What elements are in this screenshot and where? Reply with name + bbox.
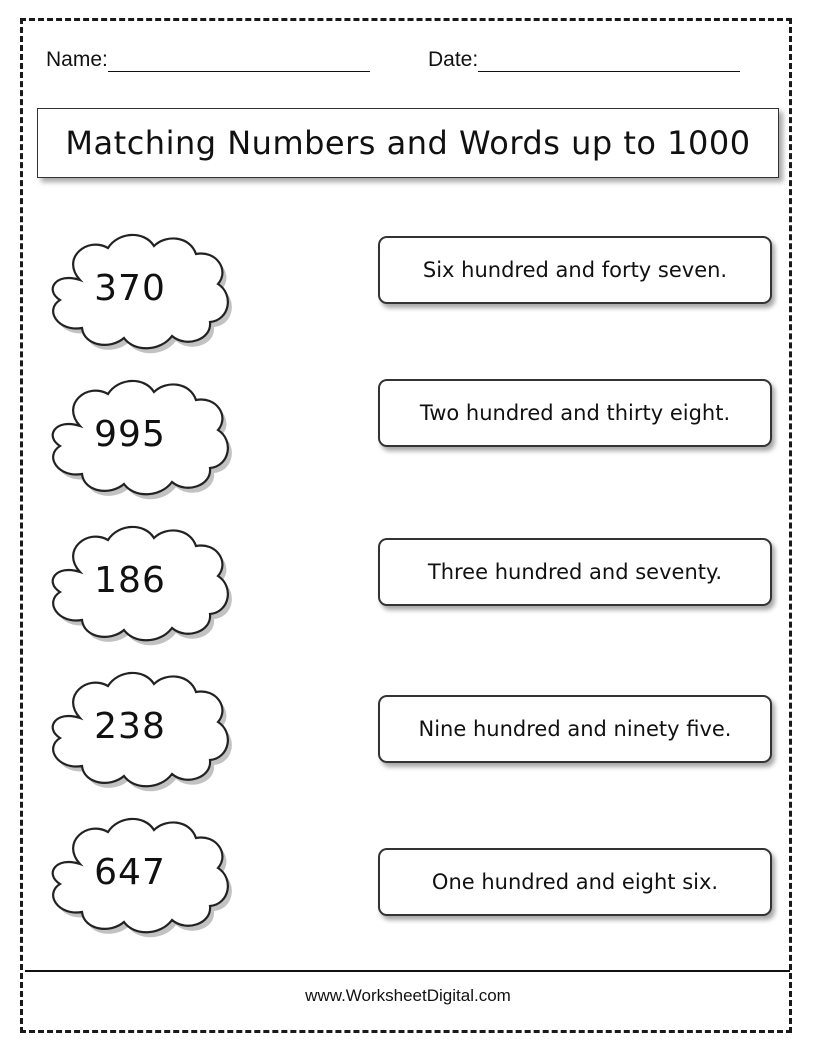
number-cloud[interactable] [40, 228, 232, 356]
number-word-box[interactable]: Nine hundred and ninety five. [378, 695, 772, 763]
footer-divider [25, 970, 790, 972]
number-cloud[interactable] [40, 374, 232, 502]
number-word-box[interactable]: Six hundred and forty seven. [378, 236, 772, 304]
date-field[interactable] [428, 48, 740, 72]
number-value: 647 [94, 851, 166, 893]
number-value: 370 [94, 267, 166, 309]
number-cloud[interactable] [40, 520, 232, 648]
date-label: Date: [428, 48, 479, 71]
number-value: 186 [94, 559, 166, 601]
name-label: Name: [46, 48, 108, 71]
number-cloud[interactable] [40, 812, 232, 940]
name-field[interactable] [46, 48, 370, 72]
number-word-box[interactable]: One hundred and eight six. [378, 848, 772, 916]
name-line[interactable] [108, 51, 370, 72]
number-word-box[interactable]: Two hundred and thirty eight. [378, 379, 772, 447]
date-line[interactable] [478, 51, 740, 72]
page-title: Matching Numbers and Words up to 1000 [37, 108, 779, 178]
number-value: 238 [94, 705, 166, 747]
footer-url: www.WorksheetDigital.com [305, 986, 511, 1005]
number-value: 995 [94, 413, 166, 455]
number-cloud[interactable] [40, 666, 232, 794]
number-word-box[interactable]: Three hundred and seventy. [378, 538, 772, 606]
